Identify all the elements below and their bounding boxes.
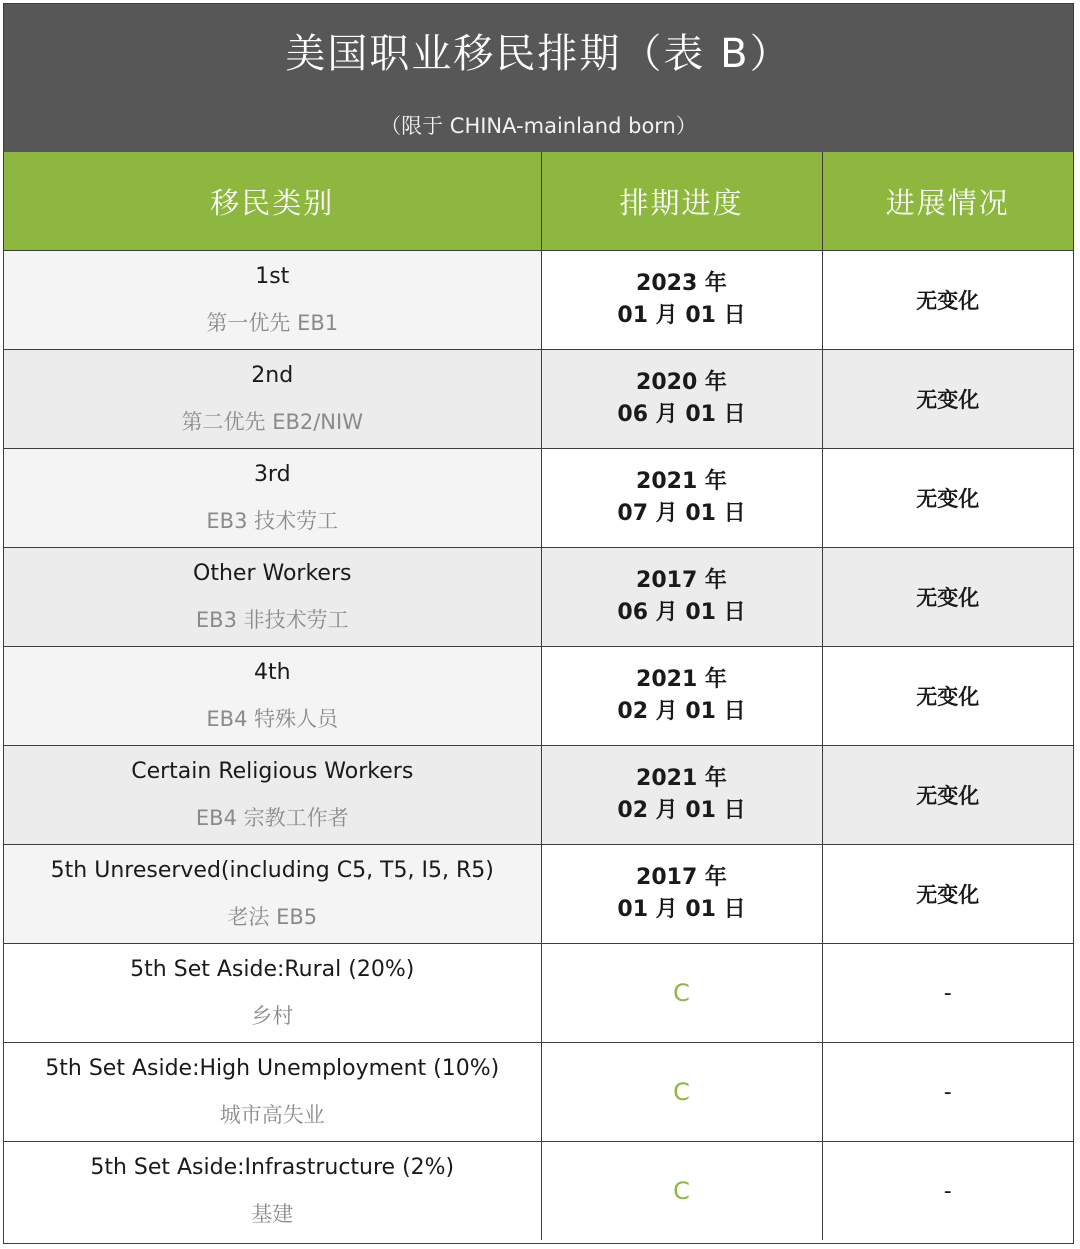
schedule-date-cell [541,944,822,1043]
progress-status: - [943,1178,952,1204]
date-month-day: 02 月 01 日 [617,699,746,724]
current-status: C [673,979,690,1007]
category-description: EB4 特殊人员 [206,707,339,731]
progress-status: - [943,1079,952,1105]
schedule-date-cell [541,845,822,944]
category-description: 第一优先 EB1 [206,311,339,335]
category-description: EB3 非技术劳工 [195,608,349,632]
date-year: 2017 年 [636,568,727,593]
category-description: EB4 宗教工作者 [195,806,349,830]
category-cell [4,548,541,647]
date-month-day: 06 月 01 日 [617,402,746,427]
table-row [4,944,1073,1043]
schedule-date-cell [541,1043,822,1142]
progress-cell [822,647,1073,746]
progress-cell [822,548,1073,647]
page-title: 美国职业移民排期（表 B） [285,31,792,77]
schedule-date-cell [541,251,822,350]
title-banner [4,4,1073,152]
date-month-day: 01 月 01 日 [617,897,746,922]
category-name: 5th Set Aside:Rural (20%) [130,957,415,982]
date-year: 2023 年 [636,271,727,296]
progress-cell [822,449,1073,548]
progress-status: 无变化 [916,487,980,511]
category-name: Other Workers [193,561,352,586]
visa-bulletin-table-card [3,3,1074,1244]
date-year: 2021 年 [636,469,727,494]
progress-status: 无变化 [916,784,980,808]
table-row [4,647,1073,746]
column-header-schedule: 排期进度 [541,152,822,251]
date-month-day: 07 月 01 日 [617,501,746,526]
category-cell [4,449,541,548]
category-description: EB3 技术劳工 [206,509,339,533]
category-name: Certain Religious Workers [131,759,414,784]
category-name: 3rd [253,462,291,487]
table-row [4,449,1073,548]
progress-cell [822,251,1073,350]
table-row [4,251,1073,350]
table-row [4,845,1073,944]
category-description: 第二优先 EB2/NIW [181,410,363,434]
schedule-date-cell [541,548,822,647]
progress-cell [822,944,1073,1043]
category-cell [4,1043,541,1142]
category-cell [4,1142,541,1241]
category-cell [4,251,541,350]
table-row [4,548,1073,647]
category-description: 城市高失业 [219,1103,325,1127]
category-cell [4,350,541,449]
table-row [4,746,1073,845]
category-name: 1st [255,264,290,289]
schedule-date-cell [541,647,822,746]
category-cell [4,746,541,845]
category-description: 乡村 [251,1004,294,1028]
current-status: C [673,1177,690,1205]
date-month-day: 06 月 01 日 [617,600,746,625]
table-row [4,1142,1073,1241]
date-month-day: 01 月 01 日 [617,303,746,328]
category-description: 基建 [251,1202,294,1226]
table-row [4,1043,1073,1142]
category-name: 5th Set Aside:High Unemployment (10%) [45,1056,500,1081]
category-cell [4,647,541,746]
date-year: 2021 年 [636,766,727,791]
date-year: 2020 年 [636,370,727,395]
current-status: C [673,1078,690,1106]
progress-status: - [943,980,952,1006]
priority-date-table [4,152,1073,1240]
progress-status: 无变化 [916,685,980,709]
table-header-row [4,152,1073,251]
schedule-date-cell [541,449,822,548]
progress-status: 无变化 [916,289,980,313]
date-year: 2017 年 [636,865,727,890]
column-header-progress: 进展情况 [822,152,1073,251]
category-cell [4,845,541,944]
progress-status: 无变化 [916,883,980,907]
progress-cell [822,350,1073,449]
progress-status: 无变化 [916,586,980,610]
schedule-date-cell [541,350,822,449]
category-description: 老法 EB5 [227,905,318,929]
page-subtitle: （限于 CHINA-mainland born） [380,114,697,138]
schedule-date-cell [541,746,822,845]
progress-cell [822,845,1073,944]
progress-cell [822,1043,1073,1142]
date-year: 2021 年 [636,667,727,692]
column-header-category: 移民类别 [4,152,541,251]
progress-cell [822,746,1073,845]
date-month-day: 02 月 01 日 [617,798,746,823]
schedule-date-cell [541,1142,822,1241]
progress-status: 无变化 [916,388,980,412]
table-row [4,350,1073,449]
progress-cell [822,1142,1073,1241]
category-name: 4th [253,660,291,685]
category-name: 5th Unreserved(including C5, T5, I5, R5) [50,858,494,883]
category-name: 5th Set Aside:Infrastructure (2%) [90,1155,455,1180]
category-cell [4,944,541,1043]
category-name: 2nd [251,363,294,388]
